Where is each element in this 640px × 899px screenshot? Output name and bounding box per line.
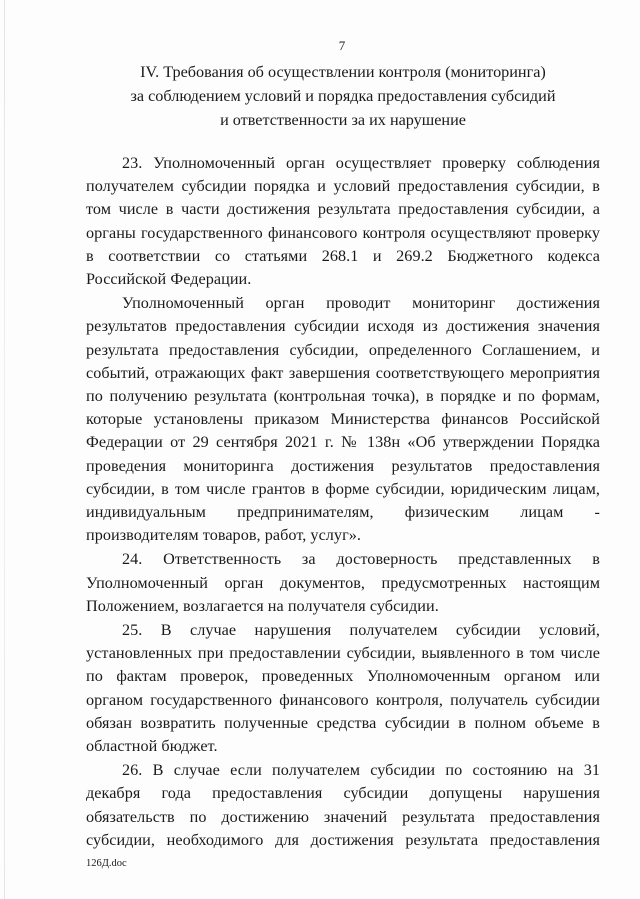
document-body xyxy=(86,152,600,852)
paragraph-monitoring: Уполномоченный орган проводит мониторинг достижения результатов предоставления субсидии исходя из достижения значения результата предоставления субсидии, определенного Соглашением, и событий, отражающих факт завершения соответствующего мероприятия по получению результата (контрольная точка), в порядке и по формам, которые установлены приказом Министерства финансов Российской Федерации от 29 сентября 2021 г. № 138н «Об утверждении Порядка проведения мониторинга достижения результатов предоставления субсидии, в том числе грантов в форме субсидии, юридическим лицам, индивидуальным предпринимателям, физическим лицам - производителям товаров, работ, услуг». xyxy=(86,294,600,545)
scan-edge xyxy=(4,0,5,899)
page-number: 7 xyxy=(338,38,346,53)
paragraph-25: 25. В случае нарушения получателем субсидии условий, установленных при предоставлении субсидии, выявленного в том числе по фактам проверок, проведенных Уполномоченным органом или органом государственного финансового контроля, получатель субсидии обязан возвратить полученные средства субсидии в полном объеме в областной бюджет. xyxy=(86,621,600,756)
section-heading-line-1: IV. Требования об осуществлении контроля (мониторинга) xyxy=(140,63,546,81)
section-heading-line-2: за соблюдением условий и порядка предоставления субсидий xyxy=(130,87,556,105)
paragraph-26: 26. В случае если получателем субсидии по состоянию на 31 декабря года предоставления субсидии допущены нарушения обязательств по достижению значений результата предоставления субсидии, необходимого для достижения результата предоставления xyxy=(86,761,600,849)
footer-filename: 126Д.doc xyxy=(86,858,127,869)
paragraph-24: 24. Ответственность за достоверность представленных в Уполномоченный орган документов, предусмотренных настоящим Положением, возлагается на получателя субсидии. xyxy=(86,550,600,615)
paragraph-23: 23. Уполномоченный орган осуществляет проверку соблюдения получателем субсидии порядка и условий предоставления субсидии, в том числе в части достижения результата предоставления субсидии, а органы государственного финансового контроля осуществляют проверку в соответствии со статьями 268.1 и 269.2 Бюджетного кодекса Российской Федерации. xyxy=(86,154,600,289)
section-heading-line-3: и ответственности за их нарушение xyxy=(220,111,466,129)
section-heading xyxy=(86,60,600,132)
